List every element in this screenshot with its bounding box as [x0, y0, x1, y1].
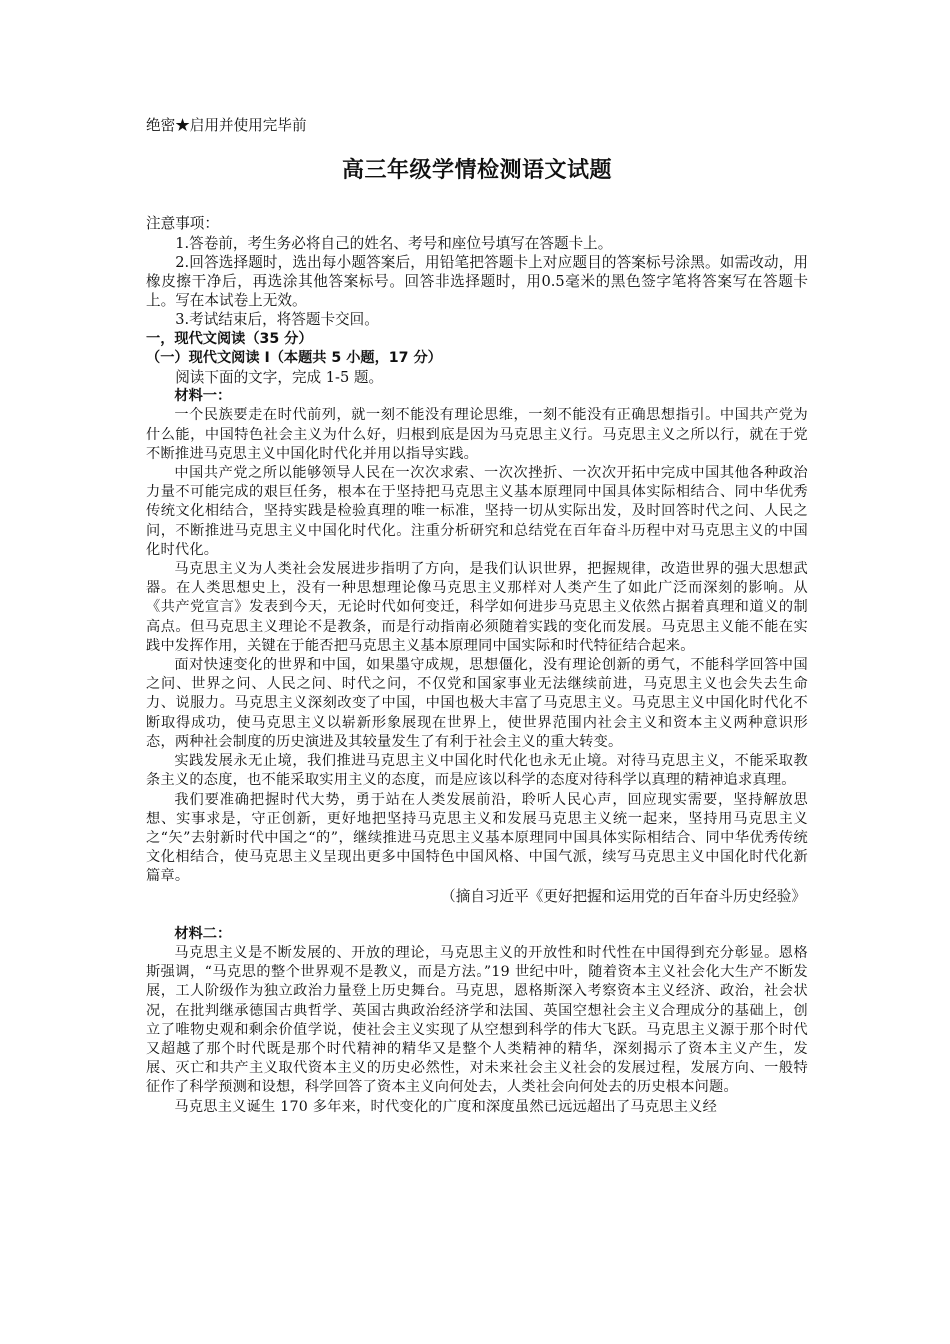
material-1-paragraph: 一个民族要走在时代前列，就一刻不能没有理论思维，一刻不能没有正确思想指引。中国共产党为什么能，中国特色社会主义为什么好，归根到底是因为马克思主义行。马克思主义之所以行，就在于党不断推进马克思主义中国化时代化并用以指导实践。 [146, 407, 808, 462]
material-1-paragraph: 中国共产党之所以能够领导人民在一次次求索、一次次挫折、一次次开拓中完成中国其他各种政治力量不可能完成的艰巨任务，根本在于坚持把马克思主义基本原理同中国具体实际相结合、同中华优秀传统文化相结合，坚持实践是检验真理的唯一标准，坚持一切从实际出发，及时回答时代之问、人民之问，不断推进马克思主义中国化时代化。注重分析研究和总结党在百年奋斗历程中对马克思主义的中国化时代化。 [146, 465, 808, 558]
material-1-source: （摘自习近平《更好把握和运用党的百年奋斗历史经验》 [441, 887, 806, 905]
note-item: 1.答卷前，考生务必将自己的姓名、考号和座位号填写在答题卡上。 [175, 234, 613, 252]
material-1-paragraph: 我们要准确把握时代大势，勇于站在人类发展前沿，聆听人民心声，回应现实需要，坚持解放思想、实事求是，守正创新，更好地把坚持马克思主义和发展马克思主义统一起来，坚持用马克思主义之“矢”去射新时代中国之“的”，继续推进马克思主义基本原理同中国具体实际相结合、同中华优秀传统文化相结合，使马克思主义呈现出更多中国特色中国风格、中国气派，续写马克思主义中国化时代化新篇章。 [146, 791, 808, 885]
material-1-label: 材料一： [174, 388, 232, 405]
secret-mark: 绝密★启用并使用完毕前 [146, 117, 307, 134]
material-1-paragraph: 马克思主义为人类社会发展进步指明了方向，是我们认识世界，把握规律，改造世界的强大思想武器。在人类思想史上，没有一种思想理论像马克思主义那样对人类产生了如此广泛而深刻的影响。从《共产党宣言》发表到今天，无论时代如何变迁，科学如何进步马克思主义依然占据着真理和道义的制高点。但马克思主义理论不是教条，而是行动指南必须随着实践的变化而发展。马克思主义能不能在实践中发挥作用，关键在于能否把马克思主义基本原理同中国实际和时代特征结合起来。 [146, 561, 808, 654]
section-heading: 一，现代文阅读（35 分） [146, 330, 313, 347]
notes-heading: 注意事项： [146, 215, 219, 233]
material-2-paragraph: 马克思主义诞生 170 多年来，时代变化的广度和深度虽然已远远超出了马克思主义经 [174, 1098, 718, 1115]
spacer [146, 906, 808, 925]
note-item: 3.考试结束后，将答题卡交回。 [175, 311, 379, 329]
material-1-paragraph: 面对快速变化的世界和中国，如果墨守成规，思想僵化，没有理论创新的勇气，不能科学回答中国之问、世界之问、人民之问、时代之问，不仅党和国家事业无法继续前进，马克思主义也会失去生命力、说服力。马克思主义深刻改变了中国，中国也极大丰富了马克思主义。马克思主义中国化时代化不断取得成功，使马克思主义以崭新形象展现在世界上，使世界范围内社会主义和资本主义两种意识形态，两种社会制度的历史演进及其较量发生了有利于社会主义的重大转变。 [146, 657, 808, 750]
page-title: 高三年级学情检测语文试题 [341, 158, 612, 184]
material-2-label: 材料二： [174, 925, 232, 942]
subsection-heading: （一）现代文阅读 I（本题共 5 小题，17 分） [146, 349, 442, 366]
instruction: 阅读下面的文字，完成 1-5 题。 [175, 369, 384, 387]
material-1-paragraph: 实践发展永无止境，我们推进马克思主义中国化时代化也永无止境。对待马克思主义，不能采取教条主义的态度，也不能采取实用主义的态度，而是应该以科学的态度对待科学以真理的精神追求真理。 [146, 753, 808, 789]
material-2-paragraph: 马克思主义是不断发展的、开放的理论，马克思主义的开放性和时代性在中国得到充分彰显。恩格斯强调，“马克思的整个世界观不是教义，而是方法。”19 世纪中叶，随着资本主义社会化大生产不断发展，工人阶级作为独立政治力量登上历史舞台。马克思，恩格斯深入考察资本主义经济、政治，社会状况，在批判继承德国古典哲学、英国古典政治经济学和法国、英国空想社会主义合理成分的基础上，创立了唯物史观和剩余价值学说，使社会主义实现了从空想到科学的伟大飞跃。马克思主义源于那个时代又超越了那个时代既是那个时代精神的精华又是整个人类精神的精华，深刻揭示了资本主义产生，发展、灭亡和共产主义取代资本主义的历史必然性，对未来社会主义社会的发展过程，发展方向、一般特征作了科学预测和设想，科学回答了资本主义向何处去，人类社会向何处去的历史根本问题。 [146, 944, 808, 1096]
note-item: 2.回答选择题时，选出每小题答案后，用铅笔把答题卡上对应题目的答案标号涂黑。如需改动，用橡皮擦干净后，再选涂其他答案标号。回答非选择题时，用0.5毫米的黑色签字笔将答案写在答题卡上。写在本试卷上无效。 [146, 253, 808, 310]
